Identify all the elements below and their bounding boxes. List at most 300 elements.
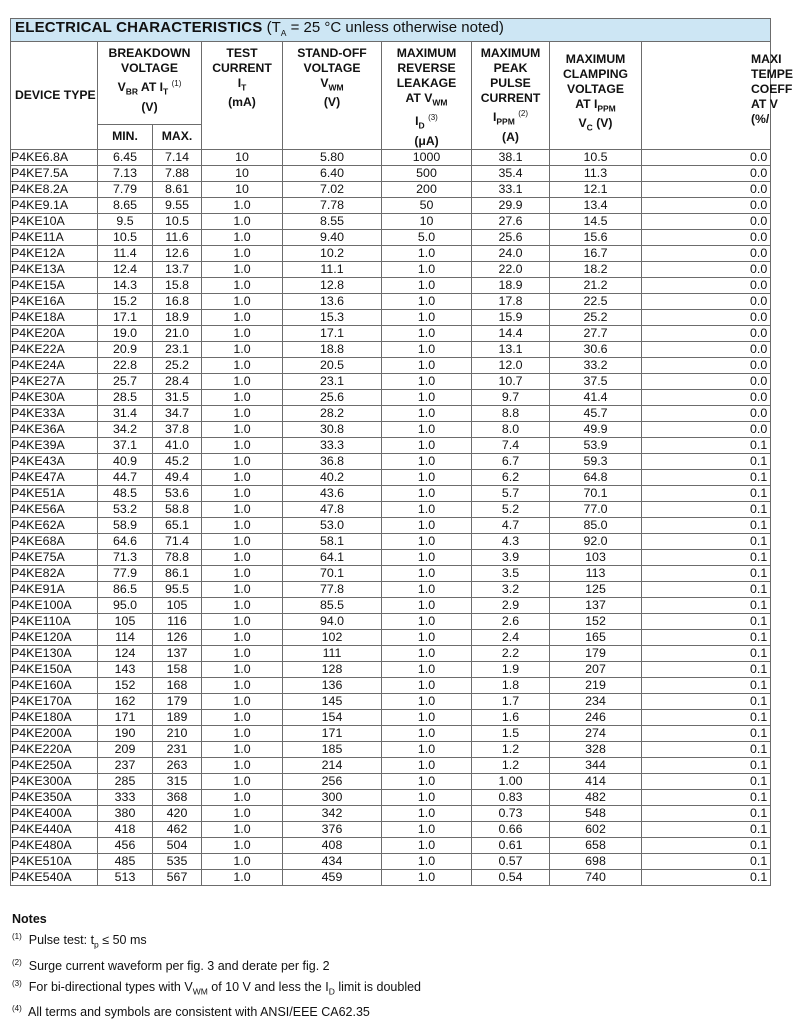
cell-breakdown-max: 10.5 — [153, 213, 202, 229]
table-row — [11, 853, 771, 869]
table-row — [11, 229, 771, 245]
cell-device-type: P4KE51A — [11, 485, 98, 501]
cell-temperature-coefficient: 0.0 — [642, 229, 771, 245]
cell-device-type: P4KE9.1A — [11, 197, 98, 213]
table-row — [11, 805, 771, 821]
table-row — [11, 453, 771, 469]
cell-peak-pulse-current: 3.2 — [472, 581, 550, 597]
table-row — [11, 597, 771, 613]
cell-peak-pulse-current: 35.4 — [472, 165, 550, 181]
cell-standoff-voltage: 30.8 — [283, 421, 382, 437]
cell-clamping-voltage: 45.7 — [550, 405, 642, 421]
cell-breakdown-min: 28.5 — [98, 389, 153, 405]
cell-test-current: 1.0 — [202, 405, 283, 421]
cell-breakdown-max: 8.61 — [153, 181, 202, 197]
cell-breakdown-min: 285 — [98, 773, 153, 789]
cell-device-type: P4KE480A — [11, 837, 98, 853]
cell-reverse-leakage: 1.0 — [382, 501, 472, 517]
cell-device-type: P4KE75A — [11, 549, 98, 565]
cell-breakdown-max: 462 — [153, 821, 202, 837]
cell-device-type: P4KE33A — [11, 405, 98, 421]
cell-standoff-voltage: 17.1 — [283, 325, 382, 341]
cell-peak-pulse-current: 2.4 — [472, 629, 550, 645]
cell-device-type: P4KE15A — [11, 277, 98, 293]
cell-standoff-voltage: 434 — [283, 853, 382, 869]
cell-standoff-voltage: 154 — [283, 709, 382, 725]
cell-device-type: P4KE180A — [11, 709, 98, 725]
cell-device-type: P4KE13A — [11, 261, 98, 277]
cell-standoff-voltage: 36.8 — [283, 453, 382, 469]
cell-peak-pulse-current: 14.4 — [472, 325, 550, 341]
cell-breakdown-max: 7.88 — [153, 165, 202, 181]
cell-peak-pulse-current: 6.2 — [472, 469, 550, 485]
table-title: ELECTRICAL CHARACTERISTICS ($T_A = 25$ °C unless otherwise noted) — [11, 19, 771, 42]
cell-clamping-voltage: 25.2 — [550, 309, 642, 325]
cell-clamping-voltage: 207 — [550, 661, 642, 677]
cell-device-type: P4KE400A — [11, 805, 98, 821]
cell-test-current: 1.0 — [202, 341, 283, 357]
cell-reverse-leakage: 1.0 — [382, 725, 472, 741]
cell-peak-pulse-current: 1.8 — [472, 677, 550, 693]
cell-peak-pulse-current: 2.9 — [472, 597, 550, 613]
cell-temperature-coefficient: 0.1 — [642, 485, 771, 501]
cell-device-type: P4KE8.2A — [11, 181, 98, 197]
cell-reverse-leakage: 1.0 — [382, 805, 472, 821]
cell-breakdown-min: 152 — [98, 677, 153, 693]
cell-reverse-leakage: 1.0 — [382, 757, 472, 773]
cell-breakdown-min: 105 — [98, 613, 153, 629]
cell-clamping-voltage: 37.5 — [550, 373, 642, 389]
cell-temperature-coefficient: 0.0 — [642, 325, 771, 341]
cell-clamping-voltage: 113 — [550, 565, 642, 581]
cell-reverse-leakage: 1.0 — [382, 645, 472, 661]
header-max: MAX. — [153, 124, 202, 149]
cell-peak-pulse-current: 25.6 — [472, 229, 550, 245]
cell-standoff-voltage: 7.02 — [283, 181, 382, 197]
table-row — [11, 149, 771, 165]
cell-test-current: 1.0 — [202, 261, 283, 277]
cell-standoff-voltage: 33.3 — [283, 437, 382, 453]
cell-reverse-leakage: 1.0 — [382, 405, 472, 421]
cell-temperature-coefficient: 0.1 — [642, 533, 771, 549]
cell-breakdown-max: 368 — [153, 789, 202, 805]
cell-reverse-leakage: 1.0 — [382, 245, 472, 261]
cell-peak-pulse-current: 27.6 — [472, 213, 550, 229]
cell-temperature-coefficient: 0.1 — [642, 597, 771, 613]
cell-test-current: 1.0 — [202, 533, 283, 549]
cell-standoff-voltage: 77.8 — [283, 581, 382, 597]
cell-clamping-voltage: 125 — [550, 581, 642, 597]
cell-standoff-voltage: 12.8 — [283, 277, 382, 293]
cell-breakdown-min: 380 — [98, 805, 153, 821]
cell-clamping-voltage: 246 — [550, 709, 642, 725]
cell-standoff-voltage: 8.55 — [283, 213, 382, 229]
cell-standoff-voltage: 70.1 — [283, 565, 382, 581]
cell-test-current: 10 — [202, 165, 283, 181]
cell-breakdown-min: 37.1 — [98, 437, 153, 453]
cell-breakdown-max: 158 — [153, 661, 202, 677]
cell-temperature-coefficient: 0.1 — [642, 773, 771, 789]
cell-standoff-voltage: 145 — [283, 693, 382, 709]
cell-temperature-coefficient: 0.1 — [642, 517, 771, 533]
cell-reverse-leakage: 1.0 — [382, 373, 472, 389]
cell-device-type: P4KE510A — [11, 853, 98, 869]
cell-peak-pulse-current: 4.7 — [472, 517, 550, 533]
cell-clamping-voltage: 328 — [550, 741, 642, 757]
table-row — [11, 709, 771, 725]
cell-test-current: 1.0 — [202, 501, 283, 517]
cell-reverse-leakage: 1.0 — [382, 421, 472, 437]
header-device-type: DEVICE TYPE — [11, 42, 98, 150]
cell-clamping-voltage: 602 — [550, 821, 642, 837]
cell-peak-pulse-current: 1.9 — [472, 661, 550, 677]
cell-breakdown-min: 171 — [98, 709, 153, 725]
cell-standoff-voltage: 300 — [283, 789, 382, 805]
cell-clamping-voltage: 33.2 — [550, 357, 642, 373]
cell-clamping-voltage: 77.0 — [550, 501, 642, 517]
cell-temperature-coefficient: 0.1 — [642, 805, 771, 821]
cell-standoff-voltage: 40.2 — [283, 469, 382, 485]
cell-temperature-coefficient: 0.0 — [642, 357, 771, 373]
table-row — [11, 501, 771, 517]
cell-standoff-voltage: 102 — [283, 629, 382, 645]
cell-breakdown-min: 12.4 — [98, 261, 153, 277]
cell-device-type: P4KE150A — [11, 661, 98, 677]
table-row — [11, 213, 771, 229]
cell-breakdown-max: 11.6 — [153, 229, 202, 245]
table-row — [11, 789, 771, 805]
cell-temperature-coefficient: 0.1 — [642, 789, 771, 805]
cell-device-type: P4KE440A — [11, 821, 98, 837]
cell-peak-pulse-current: 17.8 — [472, 293, 550, 309]
table-row — [11, 181, 771, 197]
cell-clamping-voltage: 165 — [550, 629, 642, 645]
cell-test-current: 1.0 — [202, 853, 283, 869]
cell-test-current: 1.0 — [202, 229, 283, 245]
cell-peak-pulse-current: 24.0 — [472, 245, 550, 261]
cell-breakdown-min: 190 — [98, 725, 153, 741]
cell-breakdown-max: 13.7 — [153, 261, 202, 277]
cell-breakdown-max: 34.7 — [153, 405, 202, 421]
cell-reverse-leakage: 1.0 — [382, 789, 472, 805]
cell-clamping-voltage: 16.7 — [550, 245, 642, 261]
note-3: $^{(3)}$ For bi-directional types with $V_{WM}$ of 10 V and less the $I_D$ limit is doubled — [12, 978, 422, 997]
cell-breakdown-min: 11.4 — [98, 245, 153, 261]
cell-temperature-coefficient: 0.1 — [642, 549, 771, 565]
cell-reverse-leakage: 1.0 — [382, 677, 472, 693]
cell-breakdown-max: 210 — [153, 725, 202, 741]
cell-temperature-coefficient: 0.1 — [642, 821, 771, 837]
table-row — [11, 581, 771, 597]
cell-breakdown-max: 16.8 — [153, 293, 202, 309]
cell-test-current: 1.0 — [202, 549, 283, 565]
cell-breakdown-max: 45.2 — [153, 453, 202, 469]
cell-clamping-voltage: 14.5 — [550, 213, 642, 229]
cell-device-type: P4KE82A — [11, 565, 98, 581]
cell-breakdown-max: 189 — [153, 709, 202, 725]
cell-clamping-voltage: 274 — [550, 725, 642, 741]
cell-reverse-leakage: 1.0 — [382, 357, 472, 373]
cell-reverse-leakage: 10 — [382, 213, 472, 229]
cell-temperature-coefficient: 0.1 — [642, 661, 771, 677]
cell-clamping-voltage: 698 — [550, 853, 642, 869]
cell-reverse-leakage: 1.0 — [382, 629, 472, 645]
table-row — [11, 549, 771, 565]
cell-breakdown-max: 41.0 — [153, 437, 202, 453]
cell-reverse-leakage: 1.0 — [382, 341, 472, 357]
cell-device-type: P4KE100A — [11, 597, 98, 613]
cell-test-current: 1.0 — [202, 629, 283, 645]
cell-breakdown-max: 25.2 — [153, 357, 202, 373]
cell-clamping-voltage: 41.4 — [550, 389, 642, 405]
cell-reverse-leakage: 1.0 — [382, 597, 472, 613]
cell-peak-pulse-current: 5.2 — [472, 501, 550, 517]
cell-standoff-voltage: 13.6 — [283, 293, 382, 309]
cell-device-type: P4KE43A — [11, 453, 98, 469]
cell-temperature-coefficient: 0.0 — [642, 245, 771, 261]
cell-clamping-voltage: 85.0 — [550, 517, 642, 533]
cell-standoff-voltage: 111 — [283, 645, 382, 661]
cell-breakdown-max: 126 — [153, 629, 202, 645]
cell-reverse-leakage: 1.0 — [382, 853, 472, 869]
cell-breakdown-max: 7.14 — [153, 149, 202, 165]
note-4: $^{(4)}$ All terms and symbols are consistent with ANSI/EEE CA62.35 — [12, 1004, 370, 1020]
cell-test-current: 1.0 — [202, 485, 283, 501]
cell-device-type: P4KE250A — [11, 757, 98, 773]
cell-reverse-leakage: 1.0 — [382, 565, 472, 581]
table-row — [11, 309, 771, 325]
cell-breakdown-min: 513 — [98, 869, 153, 885]
cell-breakdown-max: 105 — [153, 597, 202, 613]
cell-device-type: P4KE200A — [11, 725, 98, 741]
cell-peak-pulse-current: 0.83 — [472, 789, 550, 805]
table-row — [11, 469, 771, 485]
cell-clamping-voltage: 10.5 — [550, 149, 642, 165]
cell-standoff-voltage: 11.1 — [283, 261, 382, 277]
cell-temperature-coefficient: 0.1 — [642, 453, 771, 469]
cell-temperature-coefficient: 0.0 — [642, 197, 771, 213]
cell-peak-pulse-current: 38.1 — [472, 149, 550, 165]
table-row — [11, 325, 771, 341]
cell-standoff-voltage: 376 — [283, 821, 382, 837]
cell-reverse-leakage: 1.0 — [382, 821, 472, 837]
cell-peak-pulse-current: 1.5 — [472, 725, 550, 741]
electrical-characteristics-table — [10, 18, 793, 886]
cell-breakdown-max: 9.55 — [153, 197, 202, 213]
cell-reverse-leakage: 1.0 — [382, 693, 472, 709]
cell-test-current: 1.0 — [202, 373, 283, 389]
cell-test-current: 1.0 — [202, 693, 283, 709]
cell-clamping-voltage: 70.1 — [550, 485, 642, 501]
cell-standoff-voltage: 10.2 — [283, 245, 382, 261]
cell-reverse-leakage: 1.0 — [382, 437, 472, 453]
cell-temperature-coefficient: 0.1 — [642, 501, 771, 517]
cell-device-type: P4KE56A — [11, 501, 98, 517]
cell-test-current: 1.0 — [202, 581, 283, 597]
cell-clamping-voltage: 49.9 — [550, 421, 642, 437]
cell-breakdown-min: 25.7 — [98, 373, 153, 389]
cell-test-current: 1.0 — [202, 661, 283, 677]
cell-device-type: P4KE170A — [11, 693, 98, 709]
cell-device-type: P4KE30A — [11, 389, 98, 405]
cell-temperature-coefficient: 0.1 — [642, 645, 771, 661]
cell-reverse-leakage: 1.0 — [382, 389, 472, 405]
cell-breakdown-min: 9.5 — [98, 213, 153, 229]
cell-peak-pulse-current: 1.6 — [472, 709, 550, 725]
cell-peak-pulse-current: 22.0 — [472, 261, 550, 277]
cell-peak-pulse-current: 1.2 — [472, 757, 550, 773]
cell-standoff-voltage: 256 — [283, 773, 382, 789]
cell-device-type: P4KE20A — [11, 325, 98, 341]
cell-clamping-voltage: 18.2 — [550, 261, 642, 277]
cell-reverse-leakage: 1.0 — [382, 293, 472, 309]
cell-reverse-leakage: 1.0 — [382, 533, 472, 549]
cell-peak-pulse-current: 1.00 — [472, 773, 550, 789]
table-row — [11, 757, 771, 773]
cell-device-type: P4KE130A — [11, 645, 98, 661]
cell-breakdown-max: 23.1 — [153, 341, 202, 357]
cell-peak-pulse-current: 18.9 — [472, 277, 550, 293]
cell-test-current: 1.0 — [202, 213, 283, 229]
notes-heading: Notes — [12, 912, 47, 926]
cell-device-type: P4KE22A — [11, 341, 98, 357]
cell-temperature-coefficient: 0.1 — [642, 709, 771, 725]
cell-clamping-voltage: 482 — [550, 789, 642, 805]
cell-reverse-leakage: 50 — [382, 197, 472, 213]
cell-clamping-voltage: 12.1 — [550, 181, 642, 197]
cell-test-current: 1.0 — [202, 709, 283, 725]
cell-test-current: 1.0 — [202, 757, 283, 773]
cell-test-current: 1.0 — [202, 437, 283, 453]
table-row — [11, 357, 771, 373]
table-row — [11, 613, 771, 629]
cell-breakdown-max: 15.8 — [153, 277, 202, 293]
cell-breakdown-min: 143 — [98, 661, 153, 677]
notes-section — [12, 911, 421, 1022]
cell-test-current: 1.0 — [202, 277, 283, 293]
table-row — [11, 421, 771, 437]
cell-breakdown-max: 315 — [153, 773, 202, 789]
cell-temperature-coefficient: 0.1 — [642, 837, 771, 853]
cell-temperature-coefficient: 0.1 — [642, 469, 771, 485]
cell-temperature-coefficient: 0.1 — [642, 437, 771, 453]
cell-test-current: 1.0 — [202, 245, 283, 261]
header-clamping-voltage: MAXIMUM CLAMPING VOLTAGE AT $I_{PPM}$ $V_C$ (V) — [550, 42, 642, 150]
cell-device-type: P4KE12A — [11, 245, 98, 261]
cell-breakdown-max: 168 — [153, 677, 202, 693]
cell-test-current: 1.0 — [202, 453, 283, 469]
cell-breakdown-min: 71.3 — [98, 549, 153, 565]
cell-peak-pulse-current: 3.5 — [472, 565, 550, 581]
cell-peak-pulse-current: 8.8 — [472, 405, 550, 421]
cell-clamping-voltage: 179 — [550, 645, 642, 661]
cell-breakdown-min: 456 — [98, 837, 153, 853]
cell-peak-pulse-current: 2.2 — [472, 645, 550, 661]
cell-breakdown-max: 179 — [153, 693, 202, 709]
cell-breakdown-max: 86.1 — [153, 565, 202, 581]
table-row — [11, 293, 771, 309]
cell-standoff-voltage: 15.3 — [283, 309, 382, 325]
cell-clamping-voltage: 92.0 — [550, 533, 642, 549]
table-row — [11, 245, 771, 261]
cell-test-current: 1.0 — [202, 469, 283, 485]
cell-peak-pulse-current: 8.0 — [472, 421, 550, 437]
table-row — [11, 565, 771, 581]
cell-clamping-voltage: 103 — [550, 549, 642, 565]
cell-breakdown-min: 22.8 — [98, 357, 153, 373]
cell-device-type: P4KE47A — [11, 469, 98, 485]
cell-reverse-leakage: 1.0 — [382, 549, 472, 565]
table-row — [11, 869, 771, 885]
cell-reverse-leakage: 1.0 — [382, 661, 472, 677]
cell-test-current: 1.0 — [202, 357, 283, 373]
cell-temperature-coefficient: 0.1 — [642, 869, 771, 885]
cell-temperature-coefficient: 0.0 — [642, 389, 771, 405]
cell-peak-pulse-current: 6.7 — [472, 453, 550, 469]
cell-reverse-leakage: 1.0 — [382, 277, 472, 293]
cell-breakdown-min: 6.45 — [98, 149, 153, 165]
cell-temperature-coefficient: 0.1 — [642, 725, 771, 741]
table-row — [11, 373, 771, 389]
cell-standoff-voltage: 18.8 — [283, 341, 382, 357]
cell-device-type: P4KE110A — [11, 613, 98, 629]
cell-breakdown-max: 21.0 — [153, 325, 202, 341]
cell-breakdown-min: 58.9 — [98, 517, 153, 533]
table-row — [11, 677, 771, 693]
cell-clamping-voltage: 11.3 — [550, 165, 642, 181]
cell-temperature-coefficient: 0.0 — [642, 149, 771, 165]
cell-breakdown-max: 12.6 — [153, 245, 202, 261]
cell-test-current: 1.0 — [202, 597, 283, 613]
cell-temperature-coefficient: 0.1 — [642, 741, 771, 757]
cell-clamping-voltage: 548 — [550, 805, 642, 821]
cell-peak-pulse-current: 13.1 — [472, 341, 550, 357]
cell-breakdown-min: 95.0 — [98, 597, 153, 613]
table-row — [11, 261, 771, 277]
cell-breakdown-min: 485 — [98, 853, 153, 869]
table-row — [11, 517, 771, 533]
cell-breakdown-min: 48.5 — [98, 485, 153, 501]
cell-reverse-leakage: 1.0 — [382, 261, 472, 277]
header-reverse-leakage: MAXIMUM REVERSE LEAKAGE AT $V_{WM}$ $I_D$ $^{(3)}$ (μA) — [382, 42, 472, 150]
cell-breakdown-max: 18.9 — [153, 309, 202, 325]
cell-temperature-coefficient: 0.0 — [642, 165, 771, 181]
header-test-current: TEST CURRENT $I_T$ (mA) — [202, 42, 283, 150]
table-row — [11, 821, 771, 837]
cell-device-type: P4KE27A — [11, 373, 98, 389]
cell-breakdown-max: 137 — [153, 645, 202, 661]
cell-peak-pulse-current: 0.66 — [472, 821, 550, 837]
cell-peak-pulse-current: 29.9 — [472, 197, 550, 213]
table-row — [11, 389, 771, 405]
cell-breakdown-min: 44.7 — [98, 469, 153, 485]
cell-breakdown-min: 20.9 — [98, 341, 153, 357]
cell-standoff-voltage: 408 — [283, 837, 382, 853]
cell-reverse-leakage: 1000 — [382, 149, 472, 165]
cell-breakdown-min: 124 — [98, 645, 153, 661]
cell-standoff-voltage: 214 — [283, 757, 382, 773]
cell-standoff-voltage: 47.8 — [283, 501, 382, 517]
cell-clamping-voltage: 22.5 — [550, 293, 642, 309]
cell-device-type: P4KE62A — [11, 517, 98, 533]
table-row — [11, 277, 771, 293]
cell-test-current: 1.0 — [202, 677, 283, 693]
cell-breakdown-min: 64.6 — [98, 533, 153, 549]
cell-standoff-voltage: 20.5 — [283, 357, 382, 373]
cell-test-current: 1.0 — [202, 837, 283, 853]
cell-breakdown-min: 19.0 — [98, 325, 153, 341]
cell-reverse-leakage: 1.0 — [382, 773, 472, 789]
